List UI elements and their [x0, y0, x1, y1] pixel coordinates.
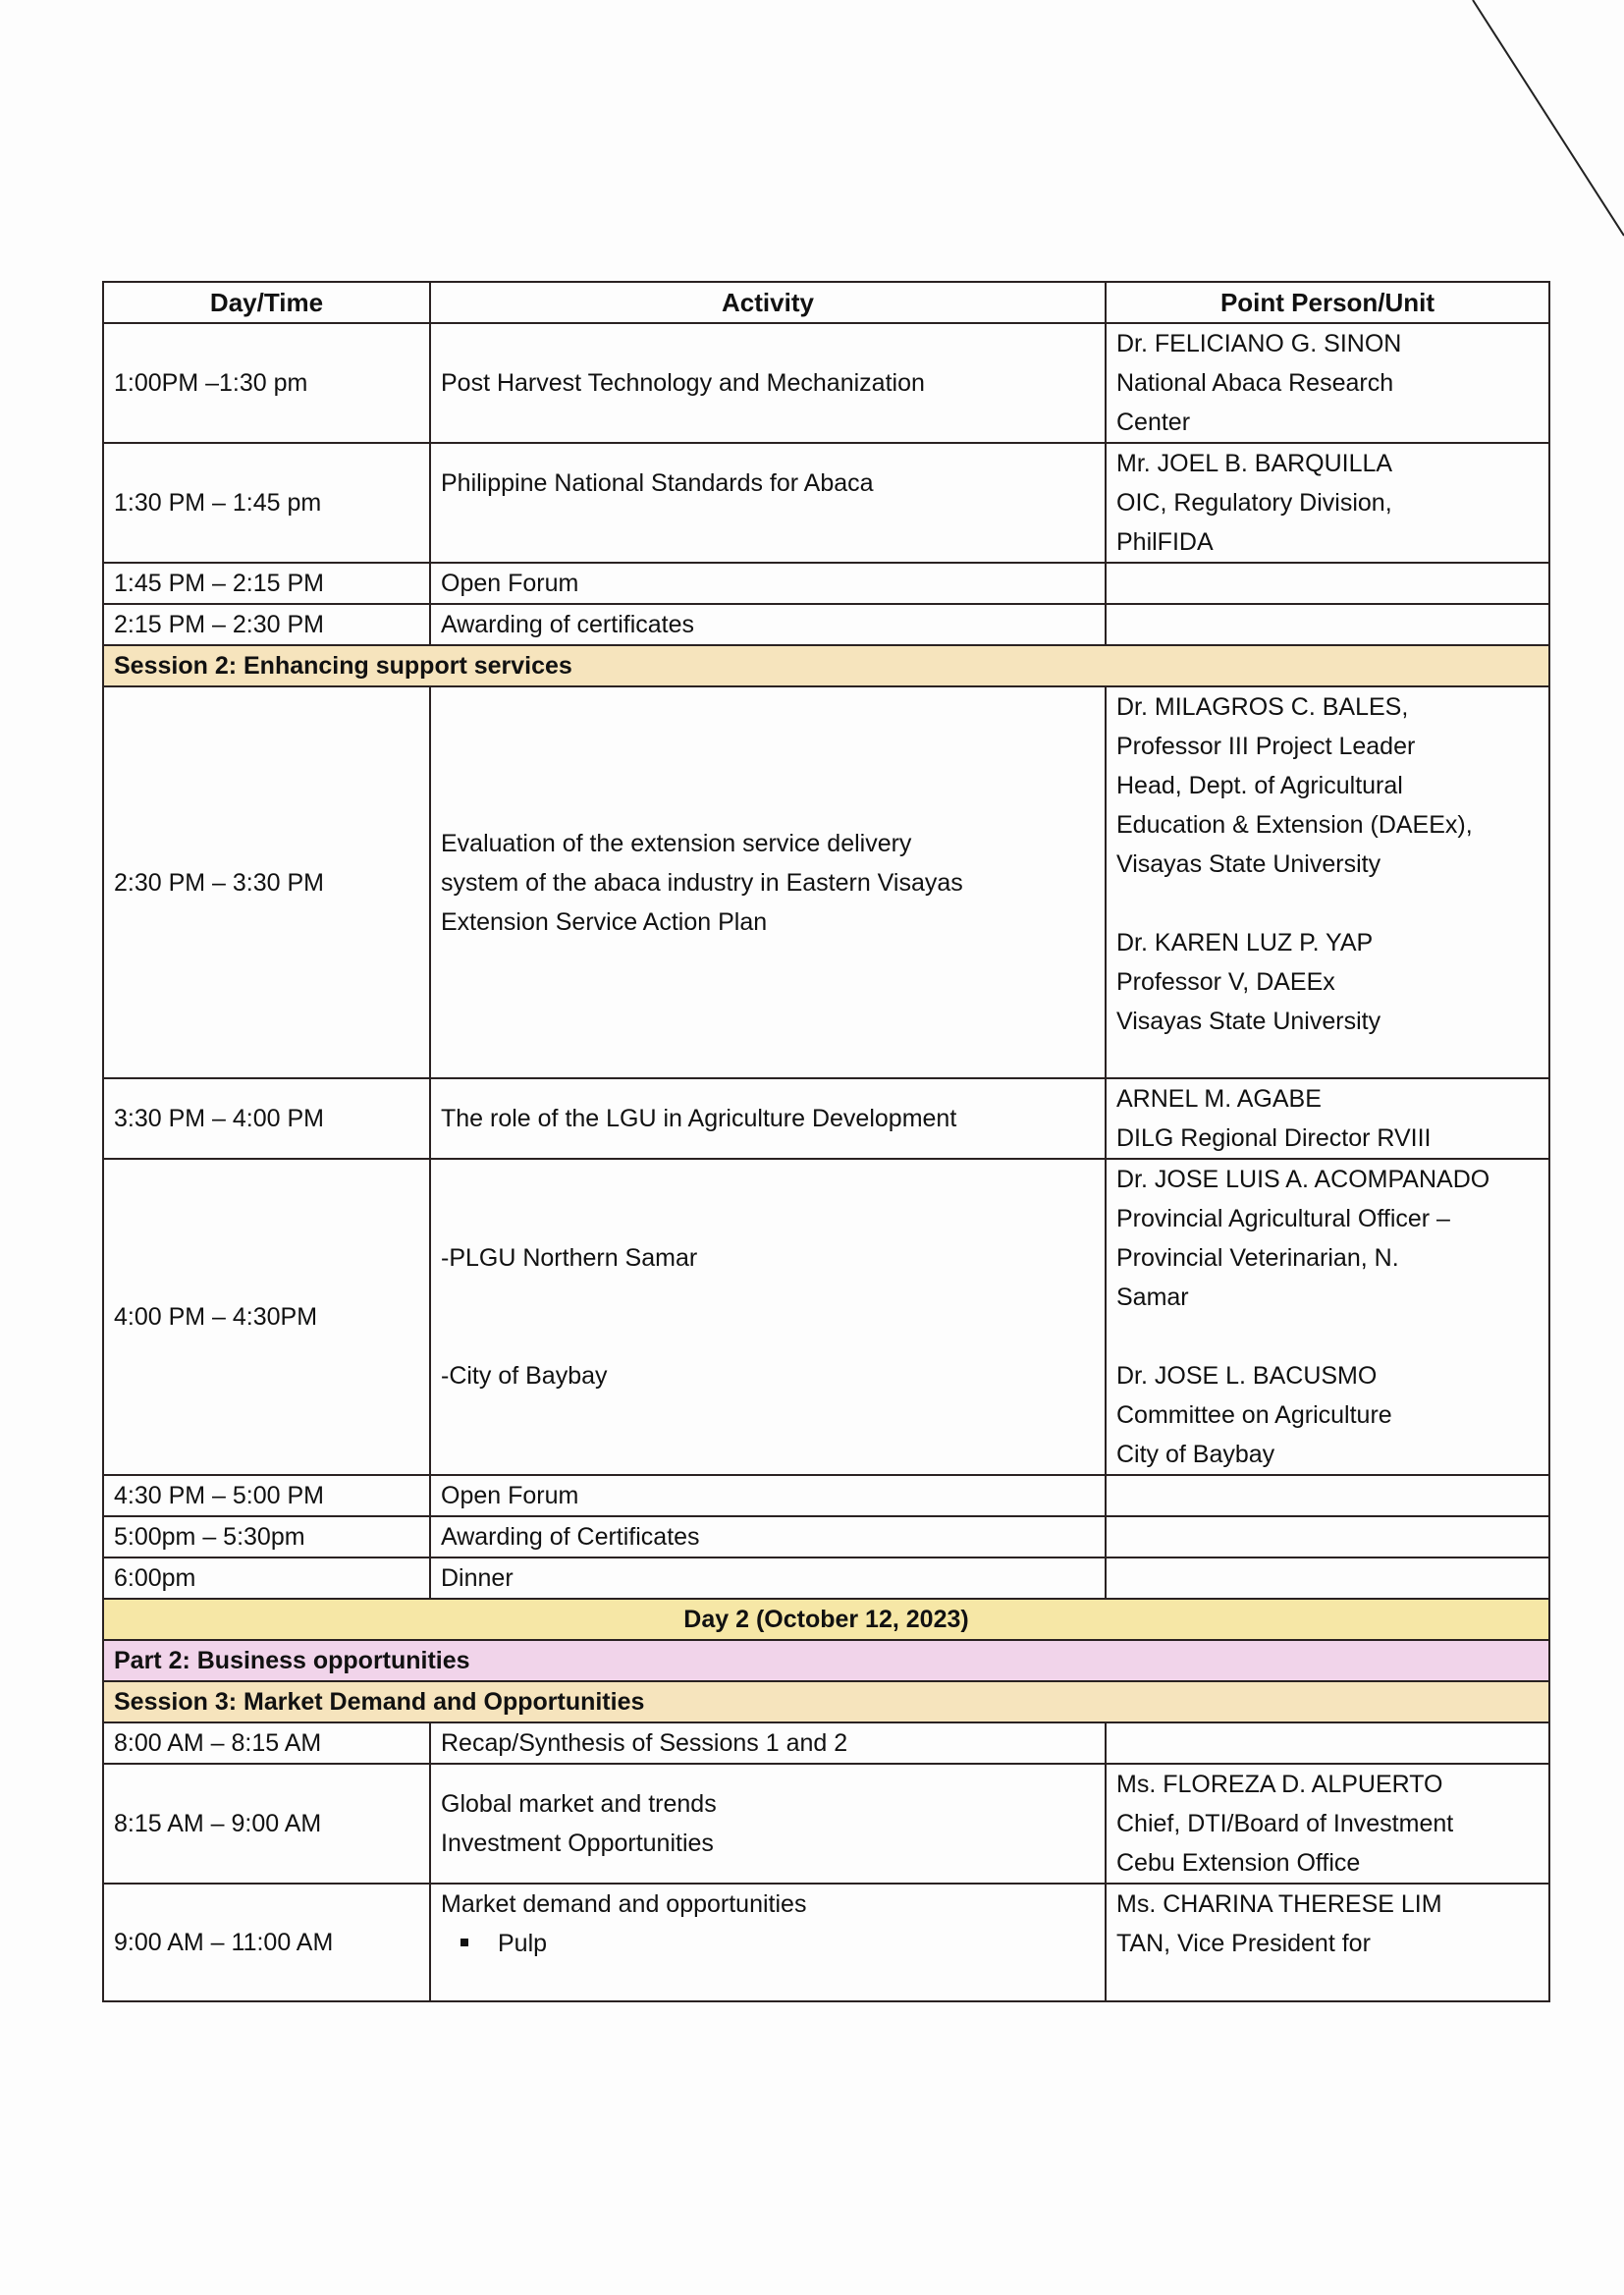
- activity-line: -City of Baybay: [441, 1362, 608, 1390]
- table-row: [103, 1516, 1549, 1557]
- person-cell: [1106, 1884, 1549, 2001]
- part-title: Part 2: Business opportunities: [103, 1640, 1549, 1681]
- time-cell: 2:30 PM – 3:30 PM: [103, 686, 430, 1078]
- time-cell: 8:00 AM – 8:15 AM: [103, 1722, 430, 1764]
- day-title: Day 2 (October 12, 2023): [103, 1599, 1549, 1640]
- table-header: [103, 282, 1549, 323]
- person-line: Head, Dept. of Agricultural: [1116, 772, 1403, 799]
- session-2-header: [103, 645, 1549, 686]
- person-line: Samar: [1116, 1284, 1189, 1311]
- person-line: Visayas State University: [1116, 1008, 1381, 1035]
- person-line: Dr. KAREN LUZ P. YAP: [1116, 929, 1374, 956]
- activity-cell: [430, 1159, 1106, 1475]
- activity-line: Extension Service Action Plan: [441, 907, 768, 936]
- person-line: Cebu Extension Office: [1116, 1849, 1361, 1877]
- table-row: [103, 443, 1549, 563]
- header-activity: Activity: [430, 282, 1106, 323]
- person-cell: [1106, 1722, 1549, 1764]
- person-line: Professor V, DAEEx: [1116, 968, 1335, 996]
- table-row: [103, 1475, 1549, 1516]
- activity-cell: Recap/Synthesis of Sessions 1 and 2: [430, 1722, 1106, 1764]
- person-line: City of Baybay: [1116, 1441, 1275, 1468]
- person-line: Dr. FELICIANO G. SINON: [1116, 330, 1402, 357]
- person-cell: [1106, 686, 1549, 1078]
- activity-line: Investment Opportunities: [441, 1830, 714, 1857]
- activity-cell: Awarding of Certificates: [430, 1516, 1106, 1557]
- day-2-header: [103, 1599, 1549, 1640]
- person-line: Visayas State University: [1116, 850, 1381, 878]
- time-cell: 6:00pm: [103, 1557, 430, 1599]
- person-line: Dr. JOSE LUIS A. ACOMPANADO: [1116, 1166, 1490, 1193]
- session-3-header: [103, 1681, 1549, 1722]
- person-cell: [1106, 1516, 1549, 1557]
- person-line: Mr. JOEL B. BARQUILLA: [1116, 450, 1393, 477]
- person-line: Committee on Agriculture: [1116, 1401, 1392, 1429]
- person-line: Ms. FLOREZA D. ALPUERTO: [1116, 1771, 1443, 1798]
- time-cell: 9:00 AM – 11:00 AM: [103, 1884, 430, 2001]
- table-row: [103, 323, 1549, 443]
- activity-cell: Awarding of certificates: [430, 604, 1106, 645]
- header-point-person: Point Person/Unit: [1106, 282, 1549, 323]
- person-line: ARNEL M. AGABE: [1116, 1085, 1322, 1113]
- person-line: Chief, DTI/Board of Investment: [1116, 1810, 1454, 1837]
- table-row: [103, 563, 1549, 604]
- time-cell: 4:30 PM – 5:00 PM: [103, 1475, 430, 1516]
- activity-cell: [430, 1884, 1106, 2001]
- person-line: OIC, Regulatory Division,: [1116, 489, 1392, 517]
- person-cell: [1106, 1078, 1549, 1159]
- activity-line: Market demand and opportunities: [441, 1890, 807, 1918]
- bullet-item: [441, 1924, 1095, 1963]
- table-row: [103, 1884, 1549, 2001]
- table-row: [103, 1078, 1549, 1159]
- person-line: Provincial Veterinarian, N.: [1116, 1244, 1399, 1272]
- person-cell: [1106, 1557, 1549, 1599]
- person-cell: [1106, 323, 1549, 443]
- time-cell: 1:30 PM – 1:45 pm: [103, 443, 430, 563]
- person-line: Provincial Agricultural Officer –: [1116, 1205, 1450, 1232]
- time-cell: 3:30 PM – 4:00 PM: [103, 1078, 430, 1159]
- activity-cell: Post Harvest Technology and Mechanization: [430, 323, 1106, 443]
- person-line: Ms. CHARINA THERESE LIM: [1116, 1890, 1442, 1918]
- bullet-text: Pulp: [498, 1930, 548, 1957]
- time-cell: 1:00PM –1:30 pm: [103, 323, 430, 443]
- activity-cell: Dinner: [430, 1557, 1106, 1599]
- person-cell: [1106, 563, 1549, 604]
- activity-line: system of the abaca industry in Eastern Visayas: [441, 868, 963, 897]
- person-line: TAN, Vice President for: [1116, 1930, 1371, 1957]
- activity-line: Global market and trends: [441, 1790, 717, 1818]
- activity-cell: [430, 1764, 1106, 1884]
- activity-cell: [430, 686, 1106, 1078]
- session-title: Session 3: Market Demand and Opportunities: [103, 1681, 1549, 1722]
- person-line: Dr. JOSE L. BACUSMO: [1116, 1362, 1378, 1390]
- person-line: DILG Regional Director RVIII: [1116, 1124, 1432, 1152]
- time-cell: 5:00pm – 5:30pm: [103, 1516, 430, 1557]
- person-cell: [1106, 1764, 1549, 1884]
- activity-line: Evaluation of the extension service delivery: [441, 829, 912, 857]
- activity-cell: Open Forum: [430, 1475, 1106, 1516]
- time-cell: 8:15 AM – 9:00 AM: [103, 1764, 430, 1884]
- person-cell: [1106, 604, 1549, 645]
- activity-cell: Open Forum: [430, 563, 1106, 604]
- table-row: [103, 1557, 1549, 1599]
- activity-line: -PLGU Northern Samar: [441, 1244, 698, 1272]
- table-row: [103, 1764, 1549, 1884]
- part-2-header: [103, 1640, 1549, 1681]
- header-day-time: Day/Time: [103, 282, 430, 323]
- page-fold-line: [0, 0, 1624, 295]
- session-title: Session 2: Enhancing support services: [103, 645, 1549, 686]
- time-cell: 4:00 PM – 4:30PM: [103, 1159, 430, 1475]
- bullet-icon: [460, 1939, 468, 1946]
- schedule-table: [102, 281, 1550, 2002]
- table-row: [103, 604, 1549, 645]
- person-cell: [1106, 443, 1549, 563]
- person-cell: [1106, 1159, 1549, 1475]
- person-line: Dr. MILAGROS C. BALES,: [1116, 693, 1409, 721]
- person-line: Education & Extension (DAEEx),: [1116, 811, 1473, 839]
- table-row: [103, 686, 1549, 1078]
- person-line: Professor III Project Leader: [1116, 733, 1416, 760]
- person-line: National Abaca Research: [1116, 369, 1394, 397]
- table-row: [103, 1159, 1549, 1475]
- activity-cell: Philippine National Standards for Abaca: [430, 443, 1106, 563]
- time-cell: 1:45 PM – 2:15 PM: [103, 563, 430, 604]
- person-cell: [1106, 1475, 1549, 1516]
- table-row: [103, 1722, 1549, 1764]
- person-line: Center: [1116, 409, 1191, 436]
- person-line: PhilFIDA: [1116, 528, 1214, 556]
- time-cell: 2:15 PM – 2:30 PM: [103, 604, 430, 645]
- activity-cell: The role of the LGU in Agriculture Development: [430, 1078, 1106, 1159]
